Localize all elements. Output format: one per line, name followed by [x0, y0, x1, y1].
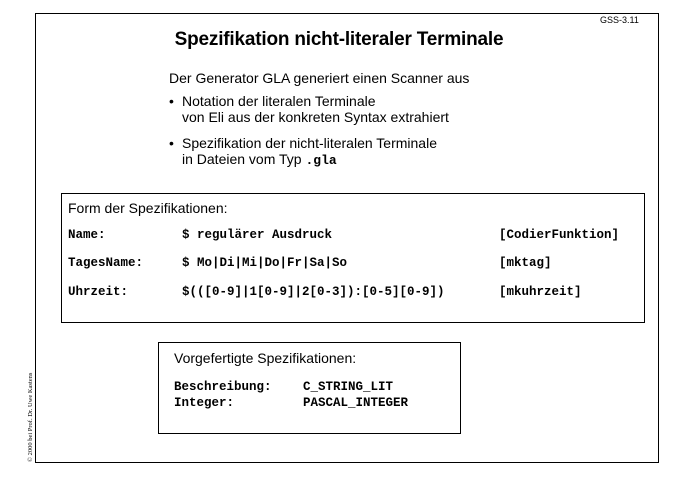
bullet-line-2: von Eli aus der konkreten Syntax extrahiert — [182, 109, 449, 125]
copyright-note: © 2000 bei Prof. Dr. Uwe Kastens — [27, 372, 34, 462]
spec-expr: $ regulärer Ausdruck — [182, 228, 333, 242]
spec-name: TagesName: — [68, 256, 144, 270]
predefined-spec-title: Vorgefertigte Spezifikationen: — [174, 350, 357, 366]
form-spec-title: Form der Spezifikationen: — [68, 200, 228, 216]
bullet-text — [182, 93, 449, 125]
bullet-dot-icon: • — [169, 93, 174, 109]
bullet-line-2-prefix: in Dateien vom Typ — [182, 151, 306, 167]
bullet-line-1: Notation der literalen Terminale — [182, 93, 376, 109]
spec-expr: $ Mo|Di|Mi|Do|Fr|Sa|So — [182, 256, 348, 270]
spec-func: [CodierFunktion] — [499, 228, 620, 242]
slide-id: GSS-3.11 — [600, 15, 639, 25]
spec-func: [mktag] — [499, 256, 552, 270]
file-type-code: .gla — [305, 153, 337, 168]
spec-expr: $(([0-9]|1[0-9]|2[0-3]):[0-5][0-9]) — [182, 285, 445, 299]
predef-value: PASCAL_INTEGER — [303, 396, 409, 410]
bullet-dot-icon: • — [169, 135, 174, 151]
predef-name: Integer: — [174, 396, 235, 410]
spec-name: Uhrzeit: — [68, 285, 129, 299]
page-title: Spezifikation nicht-literaler Terminale — [174, 29, 504, 50]
spec-name: Name: — [68, 228, 106, 242]
predef-name: Beschreibung: — [174, 380, 272, 394]
predef-value: C_STRING_LIT — [303, 380, 394, 394]
bullet-text — [182, 135, 437, 169]
bullet-line-1: Spezifikation der nicht-literalen Terminale — [182, 135, 437, 151]
intro-text: Der Generator GLA generiert einen Scanner aus — [169, 70, 470, 86]
spec-func: [mkuhrzeit] — [499, 285, 582, 299]
